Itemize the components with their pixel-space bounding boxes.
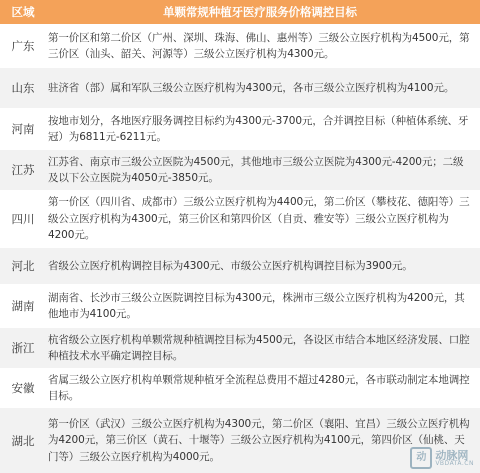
- table-row: [0, 368, 480, 408]
- header-region: 区域: [11, 5, 35, 19]
- row-text: 驻济省（部）属和军队三级公立医疗机构为4300元，各市三级公立医疗机构为4100元。: [48, 81, 455, 94]
- row-region: 湖南: [11, 299, 35, 313]
- row-region: 四川: [11, 212, 35, 226]
- table-row: [0, 108, 480, 150]
- watermark-text: [435, 450, 474, 467]
- row-text: 省属三级公立医疗机构单颗常规种植牙全流程总费用不超过4280元，各市联动制定本地调控目标。: [48, 373, 470, 402]
- table-row: [0, 408, 480, 473]
- row-text: 杭省级公立医疗机构单颗常规种植调控目标为4500元，各设区市结合本地区经济发展、口腔种植技术水平确定调控目标。: [48, 333, 470, 362]
- row-region: 湖北: [11, 433, 35, 448]
- row-region: 河南: [11, 122, 35, 136]
- row-text: 江苏省、南京市三级公立医院为4500元，其他地市三级公立医院为4300元-4200元；二级及以下公立医院为4050元-3850元。: [48, 155, 464, 184]
- row-text: 湖南省、长沙市三级公立医院调控目标为4300元，株洲市三级公立医疗机构为4200元，其他地市为4100元。: [48, 291, 465, 320]
- row-region: 河北: [11, 259, 35, 273]
- brand-logo-icon: 动: [410, 447, 432, 469]
- table-row: [0, 68, 480, 108]
- header-target: 单颗常规种植牙医疗服务价格调控目标: [163, 5, 357, 19]
- watermark-sub: VBDATA.CN: [435, 459, 474, 467]
- watermark-name: 动脉网: [435, 448, 469, 462]
- row-region: 江苏: [11, 163, 35, 177]
- table-row: [0, 24, 480, 68]
- row-text: 第一价区（四川省、成都市）三级公立医疗机构为4400元，第二价区（攀枝花、德阳等）三级公立医疗机构为4300元，第三价区和第四价区（自贡、雅安等）三级公立医疗机构为4200元。: [48, 196, 470, 242]
- row-text: 按地市划分，各地医疗服务调控目标约为4300元-3700元，合并调控目标（种植体系统、牙冠）为6811元-6211元。: [48, 114, 469, 143]
- table-row: [0, 248, 480, 284]
- table-row: [0, 190, 480, 248]
- table-row: [0, 328, 480, 368]
- row-text: 第一价区（武汉）三级公立医疗机构为4300元，第二价区（襄阳、宜昌）三级公立医疗机构为4200元，第三价区（黄石、十堰等）三级公立医疗机构为4100元，第四价区（仙桃、天门等）三级公立医疗机构为4000元。: [48, 417, 470, 463]
- table-header: [0, 0, 480, 24]
- table-row: [0, 150, 480, 190]
- row-region: 浙江: [11, 341, 35, 355]
- watermark-logo: [410, 447, 474, 469]
- row-region: 广东: [11, 39, 35, 53]
- row-text: 第一价区和第二价区（广州、深圳、珠海、佛山、惠州等）三级公立医疗机构为4500元，第三价区（汕头、韶关、河源等）三级公立医疗机构为4300元。: [48, 31, 470, 60]
- row-region: 山东: [11, 81, 35, 95]
- table-row: [0, 284, 480, 328]
- row-region: 安徽: [11, 381, 35, 395]
- row-text: 省级公立医疗机构调控目标为4300元、市级公立医疗机构调控目标为3900元。: [48, 259, 413, 272]
